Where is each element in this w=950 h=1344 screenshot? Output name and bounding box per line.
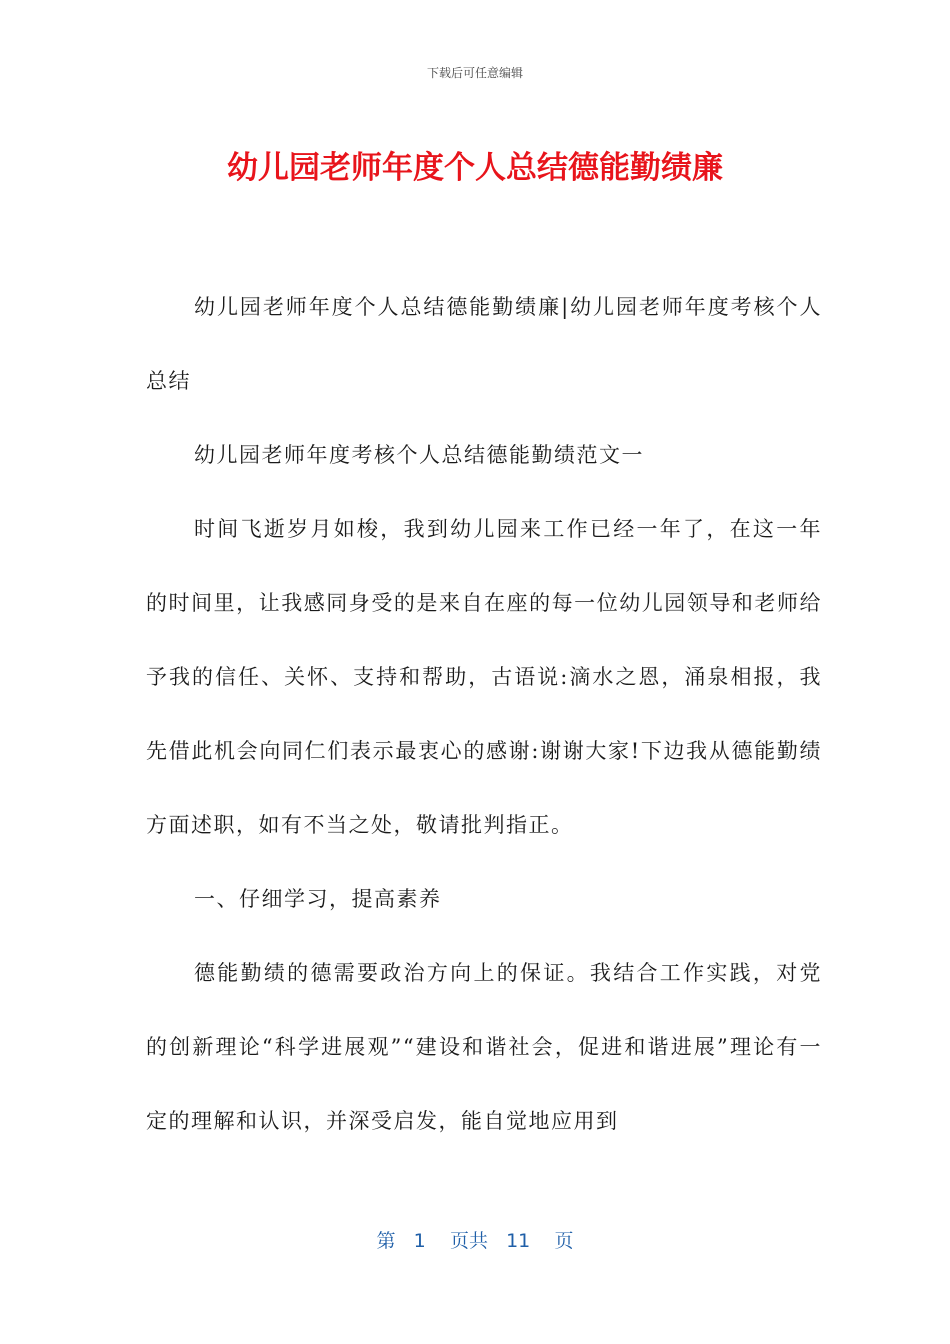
header-note: 下载后可任意编辑 bbox=[426, 66, 523, 80]
document-body bbox=[146, 270, 822, 1158]
footer-page-number: 1 bbox=[413, 1230, 426, 1252]
paragraph: 一、仔细学习，提高素养 bbox=[194, 887, 442, 911]
page-footer bbox=[0, 1226, 950, 1253]
paragraph: 时间飞逝岁月如梭，我到幼儿园来工作已经一年了，在这一年的时间里，让我感同身受的是来自在座的每一位幼儿园领导和老师给予我的信任、关怀、支持和帮助，古语说:滴水之恩，涌泉相报，我先借此机会向同仁们表示最衷心的感谢:谢谢大家!下边我从德能勤绩方面述职，如有不当之处，敬请批判指正。 bbox=[146, 517, 822, 837]
footer-middle: 页共 bbox=[449, 1230, 488, 1252]
document-title: 幼儿园老师年度个人总结德能勤绩廉 bbox=[227, 150, 723, 186]
footer-suffix: 页 bbox=[554, 1230, 574, 1252]
paragraph: 德能勤绩的德需要政治方向上的保证。我结合工作实践，对党的创新理论“科学进展观”“建设和谐社会，促进和谐进展”理论有一定的理解和认识，并深受启发，能自觉地应用到 bbox=[146, 961, 822, 1133]
footer-total-pages: 11 bbox=[506, 1230, 531, 1252]
paragraph: 幼儿园老师年度个人总结德能勤绩廉|幼儿园老师年度考核个人总结 bbox=[146, 295, 822, 393]
paragraph: 幼儿园老师年度考核个人总结德能勤绩范文一 bbox=[194, 443, 644, 467]
footer-prefix: 第 bbox=[376, 1230, 396, 1252]
